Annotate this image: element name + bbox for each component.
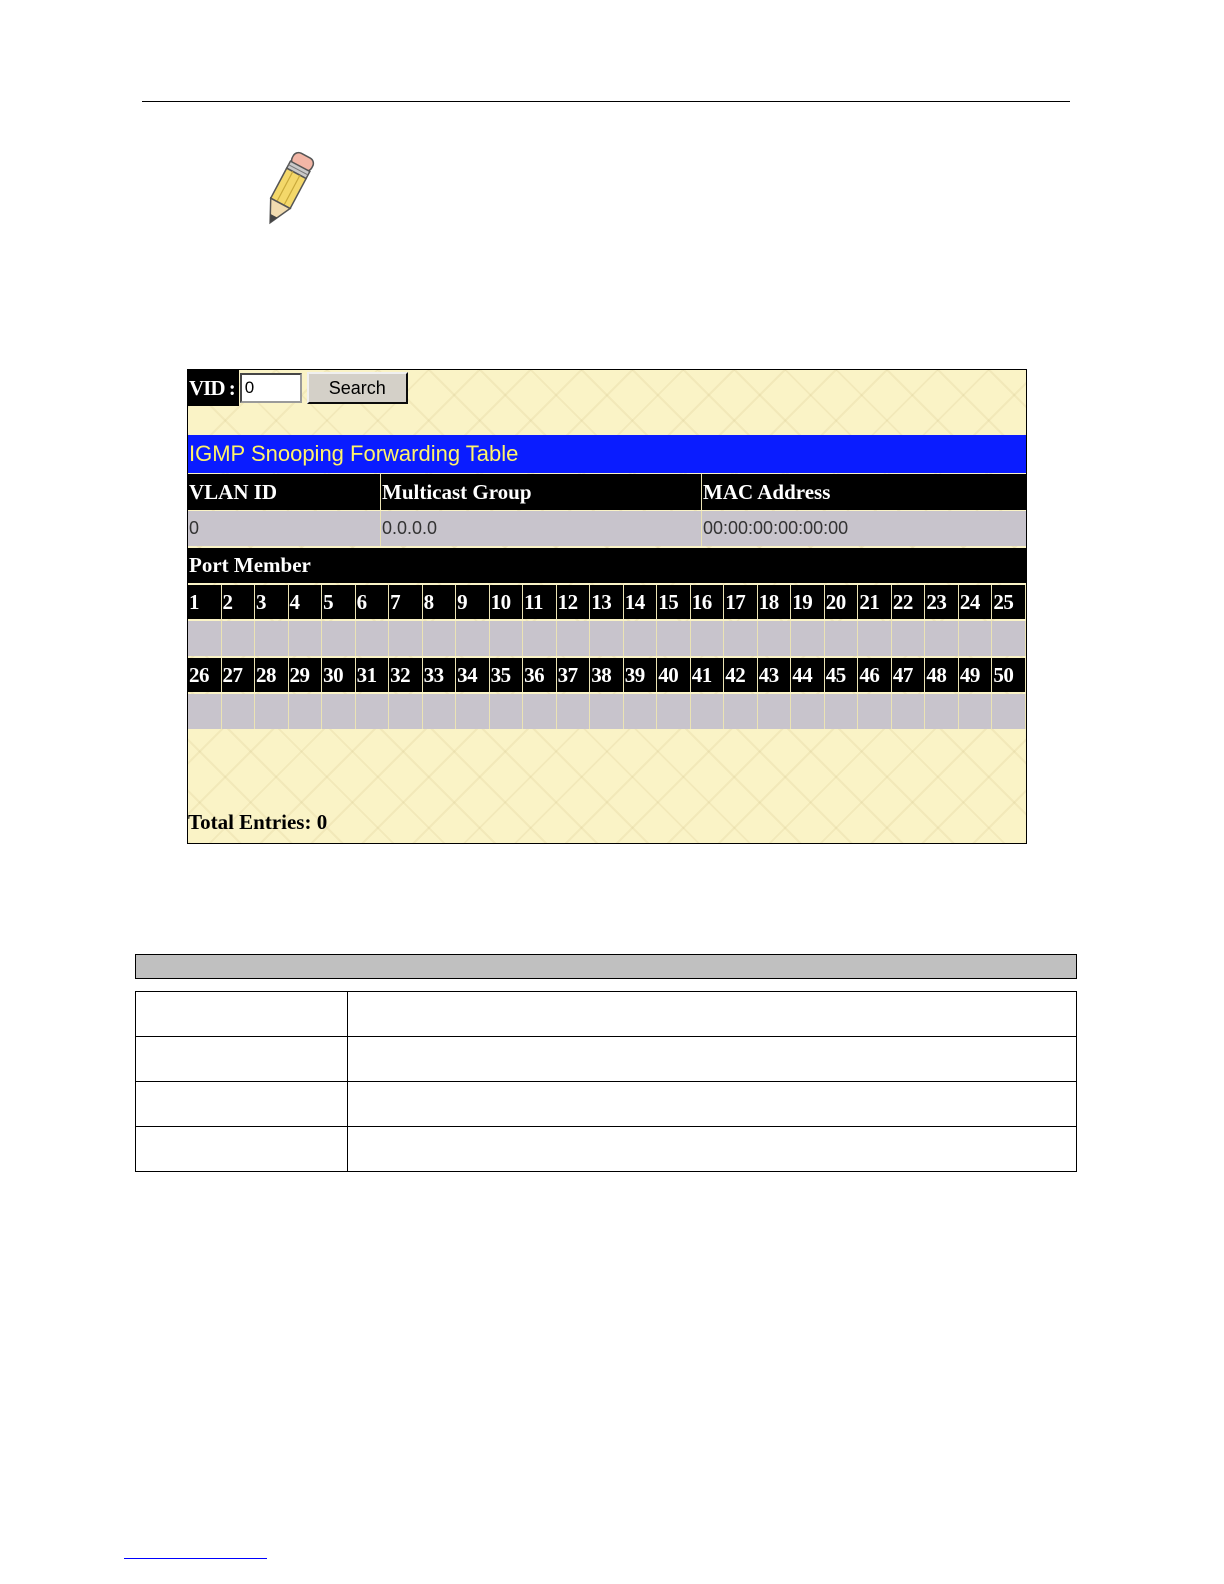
port-number-cell: 44 bbox=[791, 658, 825, 692]
port-member-cell bbox=[490, 694, 524, 729]
port-member-cell bbox=[356, 694, 390, 729]
vid-label: VID : bbox=[188, 370, 239, 406]
description-table bbox=[135, 991, 1077, 1172]
port-number-cell: 22 bbox=[892, 585, 926, 619]
header-rule bbox=[142, 101, 1070, 102]
vid-input[interactable] bbox=[240, 373, 302, 403]
col-multicast-group: Multicast Group bbox=[381, 474, 702, 510]
port-member-cell bbox=[322, 694, 356, 729]
port-member-cell bbox=[456, 621, 490, 656]
port-member-cell bbox=[389, 621, 423, 656]
port-number-row-2 bbox=[188, 658, 1026, 692]
port-member-cell bbox=[590, 621, 624, 656]
pencil-note-icon bbox=[248, 147, 320, 231]
port-number-cell: 19 bbox=[791, 585, 825, 619]
port-number-cell: 10 bbox=[490, 585, 524, 619]
port-number-cell: 29 bbox=[289, 658, 323, 692]
port-number-cell: 7 bbox=[389, 585, 423, 619]
table-row bbox=[136, 1127, 1077, 1172]
port-number-cell: 4 bbox=[289, 585, 323, 619]
port-member-cell bbox=[892, 621, 926, 656]
port-number-cell: 45 bbox=[825, 658, 859, 692]
port-number-cell: 6 bbox=[356, 585, 390, 619]
port-member-cell bbox=[691, 621, 725, 656]
port-member-cell bbox=[590, 694, 624, 729]
port-number-cell: 27 bbox=[222, 658, 256, 692]
port-member-cell bbox=[858, 694, 892, 729]
port-member-cell bbox=[892, 694, 926, 729]
port-member-row-1 bbox=[188, 621, 1026, 656]
port-number-cell: 15 bbox=[657, 585, 691, 619]
vid-search-bar bbox=[188, 370, 408, 406]
port-member-cell bbox=[188, 694, 222, 729]
port-number-cell: 48 bbox=[925, 658, 959, 692]
port-number-cell: 2 bbox=[222, 585, 256, 619]
port-number-cell: 28 bbox=[255, 658, 289, 692]
port-number-cell: 32 bbox=[389, 658, 423, 692]
port-member-cell bbox=[959, 694, 993, 729]
port-number-cell: 35 bbox=[490, 658, 524, 692]
port-member-cell bbox=[791, 694, 825, 729]
port-member-cell bbox=[992, 694, 1026, 729]
port-member-cell bbox=[222, 694, 256, 729]
port-member-cell bbox=[925, 621, 959, 656]
port-member-cell bbox=[255, 694, 289, 729]
table-row bbox=[136, 992, 1077, 1037]
port-member-cell bbox=[356, 621, 390, 656]
port-number-cell: 46 bbox=[858, 658, 892, 692]
port-member-cell bbox=[724, 621, 758, 656]
cell-vlan-id: 0 bbox=[188, 511, 381, 546]
port-member-cell bbox=[289, 621, 323, 656]
port-number-cell: 33 bbox=[423, 658, 457, 692]
port-member-cell bbox=[490, 621, 524, 656]
port-member-cell bbox=[624, 621, 658, 656]
port-member-cell bbox=[456, 694, 490, 729]
port-number-cell: 43 bbox=[758, 658, 792, 692]
port-member-row-2 bbox=[188, 694, 1026, 729]
port-number-cell: 9 bbox=[456, 585, 490, 619]
port-number-cell: 39 bbox=[624, 658, 658, 692]
port-member-cell bbox=[758, 621, 792, 656]
port-number-cell: 50 bbox=[992, 658, 1026, 692]
igmp-forwarding-screenshot bbox=[187, 369, 1027, 844]
port-member-cell bbox=[423, 694, 457, 729]
port-number-cell: 3 bbox=[255, 585, 289, 619]
port-number-cell: 21 bbox=[858, 585, 892, 619]
port-member-cell bbox=[624, 694, 658, 729]
port-number-cell: 31 bbox=[356, 658, 390, 692]
port-number-cell: 24 bbox=[959, 585, 993, 619]
port-number-cell: 13 bbox=[590, 585, 624, 619]
port-member-cell bbox=[858, 621, 892, 656]
port-member-cell bbox=[657, 621, 691, 656]
port-member-cell bbox=[389, 694, 423, 729]
port-number-cell: 14 bbox=[624, 585, 658, 619]
cell-mac-address: 00:00:00:00:00:00 bbox=[703, 518, 849, 538]
port-member-cell bbox=[959, 621, 993, 656]
port-number-cell: 38 bbox=[590, 658, 624, 692]
port-number-cell: 17 bbox=[724, 585, 758, 619]
port-number-cell: 1 bbox=[188, 585, 222, 619]
footer-link-underline bbox=[124, 1558, 267, 1559]
port-number-cell: 40 bbox=[657, 658, 691, 692]
port-number-cell: 18 bbox=[758, 585, 792, 619]
description-table-header bbox=[135, 954, 1077, 979]
port-number-cell: 47 bbox=[892, 658, 926, 692]
port-number-cell: 25 bbox=[992, 585, 1026, 619]
search-button[interactable]: Search bbox=[307, 372, 408, 404]
port-member-cell bbox=[657, 694, 691, 729]
port-member-cell bbox=[423, 621, 457, 656]
port-member-cell bbox=[758, 694, 792, 729]
port-member-cell bbox=[222, 621, 256, 656]
port-member-label: Port Member bbox=[188, 548, 1026, 583]
table-header-row bbox=[188, 474, 1026, 510]
total-entries: Total Entries: 0 bbox=[188, 810, 328, 834]
port-number-cell: 8 bbox=[423, 585, 457, 619]
port-number-cell: 34 bbox=[456, 658, 490, 692]
port-member-cell bbox=[992, 621, 1026, 656]
col-vlan-id: VLAN ID bbox=[188, 474, 381, 510]
port-member-cell bbox=[925, 694, 959, 729]
table-row bbox=[136, 1082, 1077, 1127]
port-number-cell: 11 bbox=[523, 585, 557, 619]
port-number-row-1 bbox=[188, 585, 1026, 619]
port-member-cell bbox=[825, 694, 859, 729]
table-row bbox=[188, 511, 1026, 546]
table-title: IGMP Snooping Forwarding Table bbox=[188, 435, 1026, 473]
port-number-cell: 23 bbox=[925, 585, 959, 619]
port-member-cell bbox=[557, 621, 591, 656]
port-member-cell bbox=[691, 694, 725, 729]
port-member-cell bbox=[724, 694, 758, 729]
port-number-cell: 12 bbox=[557, 585, 591, 619]
port-number-cell: 41 bbox=[691, 658, 725, 692]
port-member-cell bbox=[825, 621, 859, 656]
port-member-cell bbox=[255, 621, 289, 656]
port-number-cell: 49 bbox=[959, 658, 993, 692]
port-number-cell: 37 bbox=[557, 658, 591, 692]
port-member-cell bbox=[523, 694, 557, 729]
port-number-cell: 16 bbox=[691, 585, 725, 619]
port-member-cell bbox=[289, 694, 323, 729]
cell-multicast-group: 0.0.0.0 bbox=[381, 511, 702, 546]
port-number-cell: 5 bbox=[322, 585, 356, 619]
port-member-cell bbox=[188, 621, 222, 656]
port-member-cell bbox=[523, 621, 557, 656]
port-number-cell: 36 bbox=[523, 658, 557, 692]
port-member-cell bbox=[322, 621, 356, 656]
port-number-cell: 30 bbox=[322, 658, 356, 692]
col-mac-address: MAC Address bbox=[703, 480, 831, 504]
port-number-cell: 20 bbox=[825, 585, 859, 619]
table-row bbox=[136, 1037, 1077, 1082]
port-member-cell bbox=[791, 621, 825, 656]
port-number-cell: 42 bbox=[724, 658, 758, 692]
port-member-cell bbox=[557, 694, 591, 729]
port-number-cell: 26 bbox=[188, 658, 222, 692]
